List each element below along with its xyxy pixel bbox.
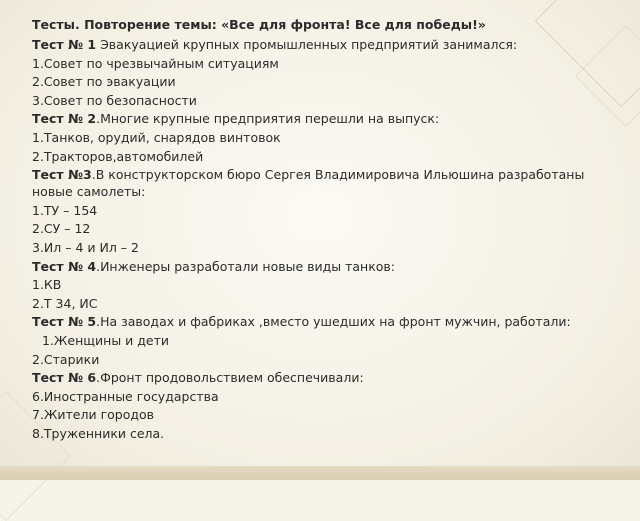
answer-option: 1.Совет по чрезвычайным ситуациям xyxy=(32,55,279,71)
question-text: .Инженеры разработали новые виды танков: xyxy=(96,258,396,274)
question-label: Тест № 1 xyxy=(32,37,97,52)
question-4 xyxy=(32,258,607,275)
question-5 xyxy=(32,313,607,330)
answer-option: 3.Ил – 4 и Ил – 2 xyxy=(32,239,139,255)
answer-option: 1.Танков, орудий, снарядов винтовок xyxy=(32,129,281,145)
slide-content xyxy=(32,16,607,443)
answer-option: 7.Жители городов xyxy=(32,407,155,423)
question-label: Тест № 2 xyxy=(32,111,97,127)
answer-option: 1.ТУ – 154 xyxy=(32,202,98,218)
question-text: Эвакуацией крупных промышленных предприятий занимался: xyxy=(96,37,518,52)
slide-title: Тесты. Повторение темы: «Все для фронта! Все для победы!» xyxy=(32,17,486,32)
question-6 xyxy=(32,369,607,386)
answer-option: 1.Женщины и дети xyxy=(42,332,170,348)
bottom-decor-bar xyxy=(0,466,640,480)
question-label: Тест № 6 xyxy=(32,370,97,386)
question-text: .В конструкторском бюро Сергея Владимировича Ильюшина разработаны новые самолеты: xyxy=(32,167,585,200)
question-1 xyxy=(32,36,607,53)
question-label: Тест № 4 xyxy=(32,258,97,274)
answer-option: 2.Старики xyxy=(32,351,100,367)
answer-option: 2.Совет по эвакуации xyxy=(32,74,176,90)
answer-option: 2.СУ – 12 xyxy=(32,221,91,237)
question-label: Тест № 5 xyxy=(32,314,97,330)
answer-option: 3.Совет по безопасности xyxy=(32,92,197,108)
answer-option: 6.Иностранные государства xyxy=(32,388,219,404)
answer-option: 8.Труженники села. xyxy=(32,425,165,441)
question-2 xyxy=(32,110,607,127)
answer-option: 1.КВ xyxy=(32,277,62,293)
question-text: .На заводах и фабриках ,вместо ушедших на фронт мужчин, работали: xyxy=(96,314,571,330)
question-text: .Многие крупные предприятия перешли на выпуск: xyxy=(96,111,440,127)
answer-option: 2.Т 34, ИС xyxy=(32,295,98,311)
question-label: Тест №3 xyxy=(32,167,92,183)
question-3 xyxy=(32,166,607,200)
answer-option: 2.Тракторов,автомобилей xyxy=(32,148,204,164)
question-text: .Фронт продовольствием обеспечивали: xyxy=(96,370,364,386)
